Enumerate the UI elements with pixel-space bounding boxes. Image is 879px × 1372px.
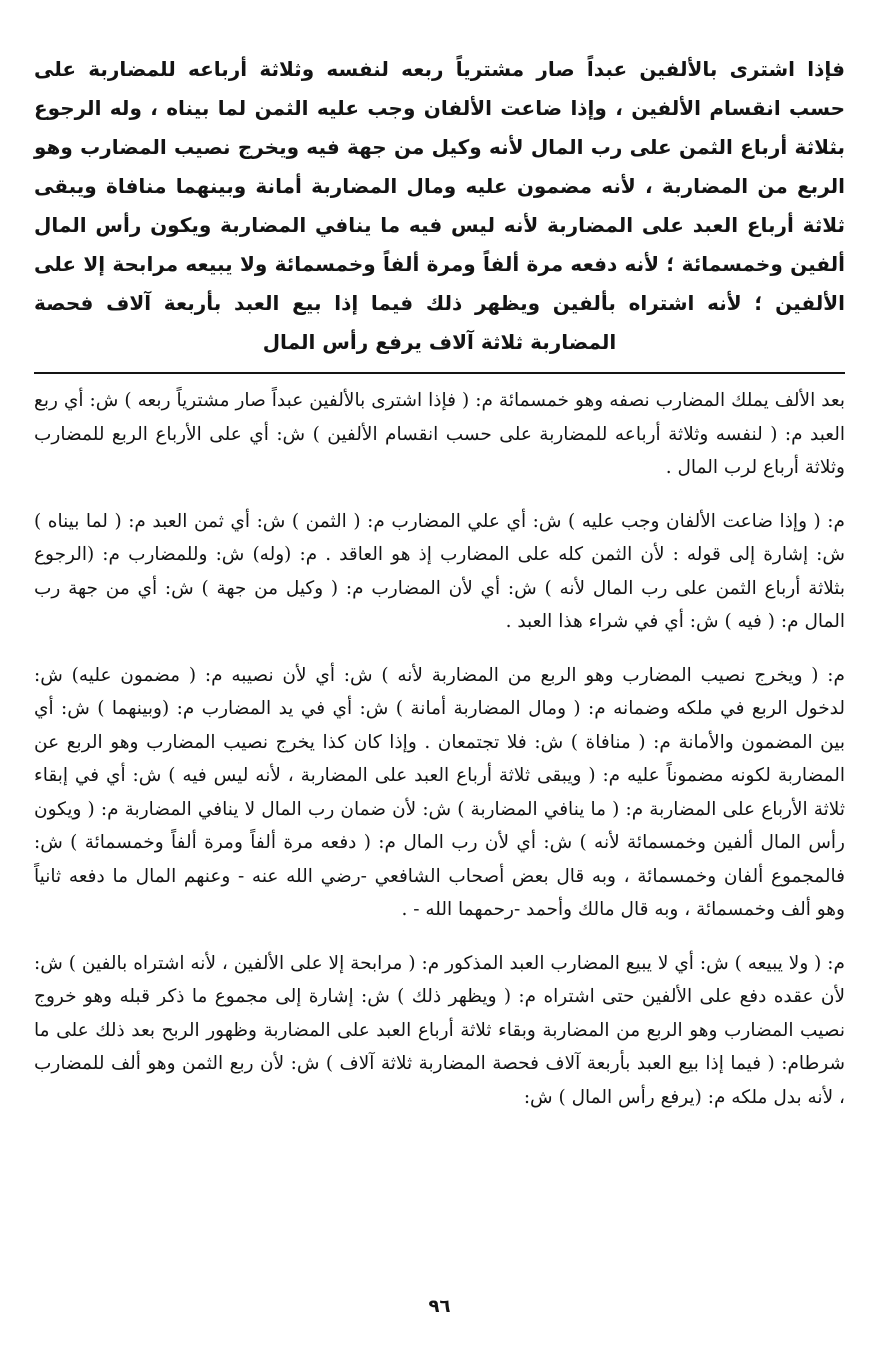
page-number: ٩٦	[428, 1296, 451, 1317]
commentary-paragraph: بعد الألف يملك المضارب نصفه وهو خمسمائة م: ( فإذا اشترى بالألفين عبداً صار مشترياً ربعه ) ش: أي ربع العبد م: ( لنفسه وثلاثة أرباعه للمضاربة على حسب انقسام الألفين ) ش: أي على الأرباع الربع للمضارب وثلاثة أرباع لرب المال .	[34, 390, 845, 478]
commentary-paragraph: م: ( ولا يبيعه ) ش: أي لا يبيع المضارب العبد المذكور م: ( مرابحة إلا على الألفين ، لأنه اشتراه بالفين ) ش: لأن عقده دفع على الألفين حتى اشتراه م: ( ويظهر ذلك ) ش: إشارة إلى مجموع ما ذكر قبله وهو خروج نصيب المضارب وهو الربع من المضاربة وبقاء ثلاثة أرباع العبد على المضاربة وظهور الربح بعد ذلك على ما شرطام: ( فيما إذا بيع العبد بأربعة آلاف فحصة المضاربة ثلاثة آلاف ) ش: لأن ربع الثمن وهو ألف للمضارب ، لأنه بدل ملكه م: (يرفع رأس المال ) ش:	[34, 952, 845, 1108]
commentary-paragraph: م: ( وإذا ضاعت الألفان وجب عليه ) ش: أي علي المضارب م: ( الثمن ) ش: أي ثمن العبد م: ( لما بيناه ) ش: إشارة إلى قوله : لأن الثمن كله على المضارب إذ هو العاقد . م: (وله) ش: وللمضارب م: (الرجوع بثلاثة أرباع الثمن على رب المال لأنه ) ش: أي لأن المضارب م: ( وكيل من جهة ) ش: أي من جهة رب المال م: ( فيه ) ش: أي في شراء هذا العبد .	[34, 510, 845, 632]
commentary-paragraph: م: ( ويخرج نصيب المضارب وهو الربع من المضاربة لأنه ) ش: أي لأن نصيبه م: ( مضمون عليه) ش: لدخول الربع في ملكه وضمانه م: ( ومال المضاربة أمانة ) ش: أي في يد المضارب م: (وبينهما ) ش: أي بين المضمون والأمانة م: ( منافاة ) ش: فلا تجتمعان . وإذا كان كذا يخرج نصيب المضارب وهو الربع عن المضاربة لكونه مضموناً عليه م: ( ويبقى ثلاثة أرباع العبد على المضاربة ، لأنه ليس فيه ) ش: أي في إبقاء ثلاثة الأرباع على المضاربة م: ( ما ينافي المضاربة ) ش: لأن ضمان رب المال لا ينافي المضاربة م: ( ويكون رأس المال ألفين وخمسمائة لأنه ) ش: أي لأن رب المال م: ( دفعه مرة ألفاً ومرة ألفاً وخمسمائة ) ش: فالمجموع ألفان وخمسمائة ، وبه قال بعض أصحاب الشافعي -رضي الله عنه - وعنهم المال ما دفعه ثانياً وهو ألف وخمسمائة ، وبه قال مالك وأحمد -رحمهما الله - .	[34, 664, 845, 920]
text-divider-rule	[34, 372, 845, 374]
sharh-commentary	[34, 384, 845, 1134]
matn-main-text: فإذا اشترى بالألفين عبداً صار مشترياً ربعه لنفسه وثلاثة أرباعه للمضاربة على حسب انقسام الألفين ، وإذا ضاعت الألفان وجب عليه الثمن لما بيناه ، وله الرجوع بثلاثة أرباع الثمن على رب المال لأنه وكيل من جهة فيه ويخرج نصيب المضارب وهو الربع من المضاربة ، لأنه مضمون عليه ومال المضاربة أمانة وبينهما منافاة ويبقى ثلاثة أرباع العبد على المضاربة لأنه ليس فيه ما ينافي المضاربة ويكون رأس المال ألفين وخمسمائة ؛ لأنه دفعه مرة ألفاً ومرة ألفاً وخمسمائة ولا يبيعه مرابحة إلا على الألفين ؛ لأنه اشتراه بألفين ويظهر ذلك فيما إذا بيع العبد بأربعة آلاف فحصة المضاربة ثلاثة آلاف يرفع رأس المال	[34, 57, 845, 354]
